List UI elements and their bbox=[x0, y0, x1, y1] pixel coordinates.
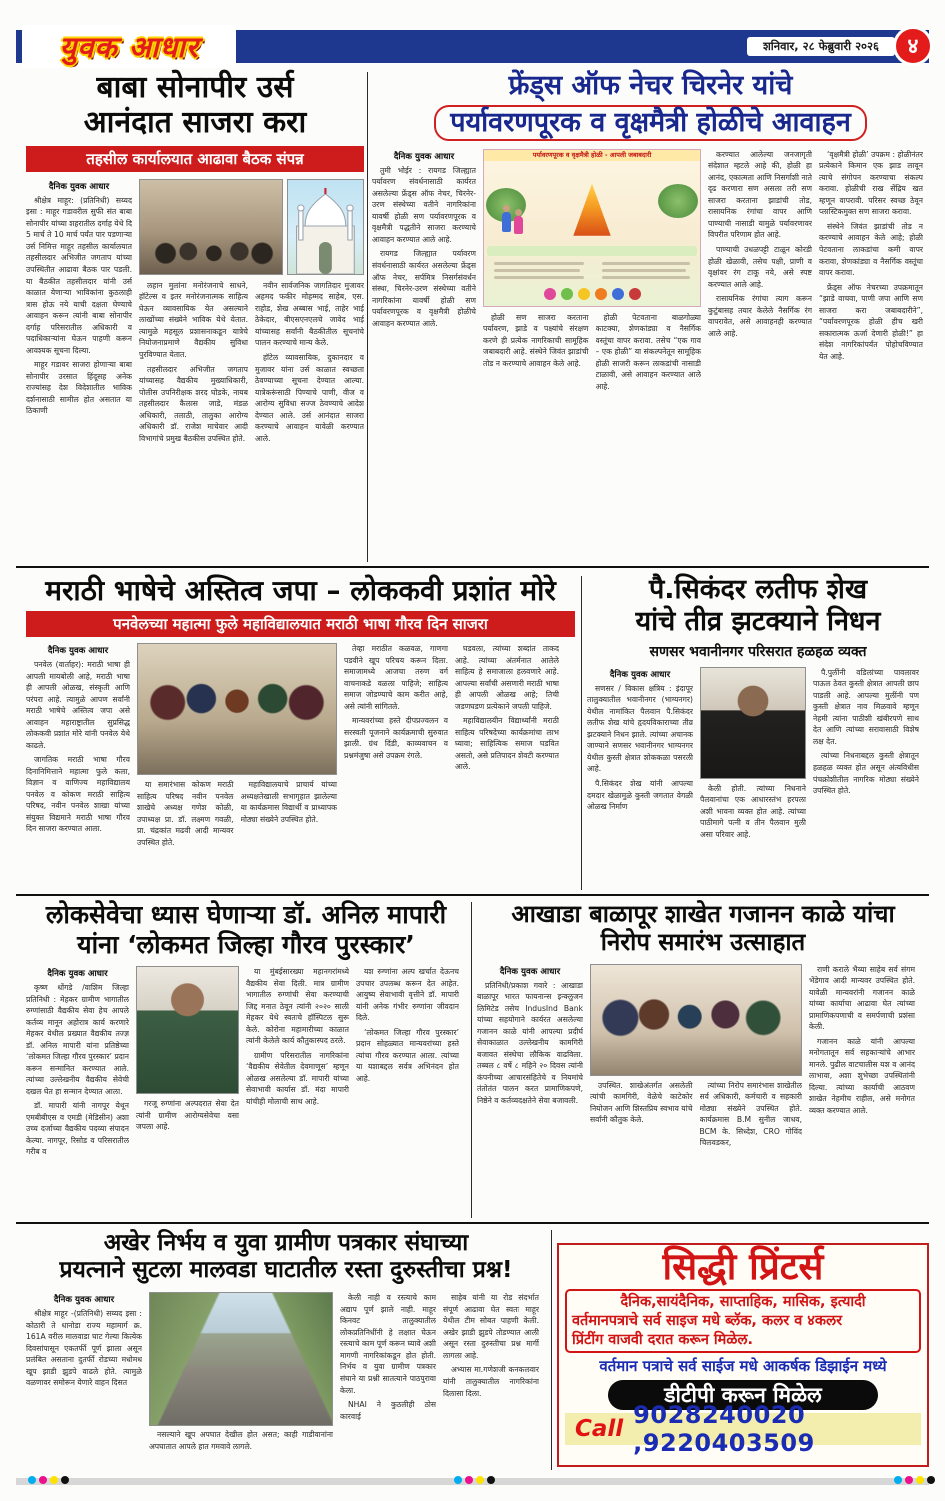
divider-horizontal-3 bbox=[16, 1222, 929, 1224]
article-marathi-byline: दैनिक युवक आधार bbox=[47, 646, 109, 657]
divider-horizontal-2 bbox=[16, 894, 929, 896]
article-holi-headline: फ्रेंड्स ऑफ नेचर चिरनेर यांचे पर्यावरणपूरक व वृक्षमैत्री होळीचे आवाहन bbox=[372, 70, 929, 141]
article-sikandar-col-1: दैनिक युवक आधार सणसर / विकास क्षत्रिय : इंदापूर तालुक्यातील भवानीनगर (भाग्यनगर) येथील नामांकित पैलवान पै.सिकंदर लतीफ शेख यांचे हृदयविकाराच्या तीव्र झटक्याने निधन झाले. त्यांच्या अचानक जाण्याने सणसर भवानीनगर भाग्यनगर येथील कुस्ती क्षेत्रात शोककळा पसरली आहे. पै.सिकंदर शेख यांनी आपल्या दमदार खेळामुळे कुस्ती जगतात वेगळी ओळख निर्माण bbox=[587, 669, 693, 812]
print-registration-strip bbox=[16, 1478, 929, 1485]
article-holi-byline: दैनिक युवक आधार bbox=[393, 151, 455, 162]
masthead-bar bbox=[16, 30, 929, 63]
poster-tree-right-icon bbox=[658, 184, 698, 218]
article-holi-col-4: करण्यात आलेल्या जनजागृती संदेशात म्हटले आहे की, होळी हा आनंद, एकात्मता आणि निसर्गाशी नाते दृढ करणारा सण असला तरी सण साजरा करताना झाडांची तोड, रासायनिक रंगांचा वापर आणि पाण्याची नासाडी यामुळे पर्यावरणावर विपरीत परिणाम होत आहे. पाण्याची उधळपट्टी टाळून कोरडी होळी खेळावी, तसेच पक्षी, प्राणी व वृक्षांवर रंग टाकू नये, असे स्पष्ट करण्यात आले आहे. रासायनिक रंगांचा त्याग करून कुटुंबासह तयार केलेले नैसर्गिक रंग वापरावेत, असे आवाहनही करण्यात आले आहे. bbox=[708, 149, 812, 338]
article-holi-col-5: ‘वृक्षमैत्री होळी’ उपक्रम : होळीनंतर प्रत्येकाने किमान एक झाड लावून त्याचे संगोपन करण्याचा संकल्प करावा. होळीची राख सेंद्रिय खत म्हणून वापरावी. परिसर स्वच्छ ठेवून प्लास्टिकमुक्त सण साजरा करावा. संस्थेने जिवंत झाडांची तोड न करण्याचे आवाहन केले आहे; होळी पेटवताना लाकडांचा कमी वापर करावा, शेणकांड्या व नैसर्गिक वस्तूंचा वापर करावा. फ्रेंड्स ऑफ नेचरच्या उपक्रमातून “झाडे वाचवा, पाणी जपा आणि सण साजरा करा जबाबदारीने”, “पर्यावरणपूरक होळी हीच खरी सकारात्मक ऊर्जा देणारी होळी!” हा संदेश नागरिकांपर्यंत पोहोचविण्यात येत आहे. bbox=[819, 149, 923, 361]
article-holi bbox=[372, 70, 929, 527]
marathi-felicitation-photo bbox=[137, 643, 337, 775]
article-marathi-col-1: दैनिक युवक आधार पनवेल (वार्ताहर): मराठी भाषा ही आपली मायबोली आहे, मराठी भाषा ही आपली ओळख, संस्कृती आणि परंपरा आहे. त्यामुळे आपण सर्वांनी मराठी भाषेचे अस्तित्व जपा असे आवाहन महाराष्ट्रातील सुप्रसिद्ध लोककवी प्रशांत मोरे यांनी पनवेल येथे काढले. जागतिक मराठी भाषा गौरव दिनानिमित्ताने महात्मा फुले कला, विज्ञान व वाणिज्य महाविद्यालय पनवेल व कोकण मराठी साहित्य परिषद, नवीन पनवेल शाखा यांच्या संयुक्त विद्यमाने मराठी भाषा गौरव दिन साजरा करण्यात आला. bbox=[26, 646, 130, 834]
sikandar-portrait-photo bbox=[700, 667, 806, 779]
ad-call-label: Call bbox=[575, 1416, 624, 1443]
article-holi-headline-boxed: पर्यावरणपूरक व वृक्षमैत्री होळीचे आवाहन bbox=[434, 105, 867, 141]
article-marathi-subhead-band: पनवेलच्या महात्मा फुले महाविद्यालयात मराठी भाषा गौरव दिन साजरा bbox=[26, 611, 575, 637]
article-mapari-col-3: या मुंबईसारख्या महानगरांमध्ये वैद्यकीय सेवा दिली. मात्र ग्रामीण भागातील रुग्णांची सेवा करण्याची जिद्द मनात ठेवून त्यांनी २०२० साली मेहकर येथे स्वतःचे हॉस्पिटल सुरू केले. कोरोना महामारीच्या काळात त्यांनी केलेले कार्य कौतुकास्पद ठरले. ग्रामीण परिसरातील नागरिकांना ‘वैद्यकीय सेवेतील देवमाणूस’ म्हणून ओळख असलेल्या डॉ. मापारी यांच्या सेवाभावी कार्यास डॉ. मंदा मापारी यांचीही मोलाची साथ आहे. bbox=[246, 967, 349, 1106]
article-gajanan-col-1: दैनिक युवक आधार प्रतिनिधी/प्रकाश गवारे : आखाडा बाळापूर भारत फायनान्स इन्क्लुजन लिमिटेड तसेच IndusInd Bank यांच्या सहयोगाने कार्यरत असलेल्या गजानन काळे यांनी आपल्या प्रदीर्घ सेवाकाळात उल्लेखनीय कामगिरी बजावत संस्थेचा लौकिक वाढविला. तब्बल ८ वर्षे ८ महिने २० दिवस त्यांनी कंपनीच्या आचारसंहितेचे व नियमांचे तंतोतंत पालन करत प्रामाणिकपणे, निष्ठेने व कर्तव्यदक्षतेने सेवा बजावली. bbox=[477, 966, 583, 1105]
mosque-illustration bbox=[287, 179, 364, 275]
article-road-headline: अखेर निर्भय व युवा ग्रामीण पत्रकार संघाच्या प्रयत्नाने सुटला मालवडा घाटातील रस्ता दुरुस्तीचा प्रश्न! bbox=[59, 1230, 513, 1284]
article-mapari-col-1: दैनिक युवक आधार कृष्ण धोंगडे /वाशिम जिल्हा प्रतिनिधी : मेहकर ग्रामीण भागातील रुग्णांसाठी वैद्यकीय सेवा हेच आपले कर्तव्य मानून अहोरात्र कार्य करणारे मेहकर येथील प्रख्यात वैद्यकीय तज्ज्ञ डॉ. अनिल मापारी यांना प्रतिष्ठेच्या ‘लोकमत जिल्हा गौरव पुरस्कार’ प्रदान करून सन्मानित करण्यात आले. त्यांच्या उल्लेखनीय वैद्यकीय सेवेची दखल घेत हा सन्मान देण्यात आला. डॉ. मापारी यांनी नागपूर येथून एमबीबीएस व एमडी (मेडिसीन) अशा उच्च दर्जाच्या वैद्यकीय पदव्या संपादन केल्या. नागपूर, रिसोड व परिसरातील गरीब व bbox=[26, 969, 129, 1157]
poster-child-figure bbox=[502, 212, 511, 232]
gajanan-farewell-photo bbox=[590, 964, 802, 1076]
article-holi-col-3: होळी पेटवताना बाळगोळ्या काटक्या, शेणकांड्या व नैसर्गिक वस्तूंचा वापर करावा. तसेच “एक गाव – एक होळी” या संकल्पनेतून सामूहिक होळी साजरी करून लाकडांची नासाडी टाळावी, असे आवाहन करण्यात आले आहे. bbox=[595, 312, 701, 391]
article-mapari-col-2: गरजू रुग्णांना अल्पदरात सेवा देत त्यांनी ग्रामीण आरोग्यसेवेचा वसा जपला आहे. bbox=[136, 1099, 239, 1132]
siddhi-printers-ad bbox=[557, 1243, 929, 1467]
article-gajanan bbox=[477, 900, 929, 1214]
article-mapari-headline: लोकसेवेचा ध्यास घेणाऱ्या डॉ. अनिल मापारी यांना ‘लोकमत जिल्हा गौरव पुरस्कार’ bbox=[45, 900, 447, 959]
article-marathi-col-5: घडवला, त्यांच्या शब्दांत ताकद आहे. त्यांच्या अंतर्मनात आलेले साहित्य हे समाजाला हलवणारे आहे. आपल्या सर्वांची असणारी मराठी भाषा ही आपली ओळख आहे; तिची जडणघडण प्रत्येकाने जपली पाहिजे. महाविद्यालयीन विद्यार्थ्यांनी मराठी साहित्य परिषदेच्या कार्यक्रमांचा लाभ घ्यावा; साहित्यिक समाज घडवित असतो, असे प्रतिपादन शेवटी करण्यात आले. bbox=[455, 644, 559, 772]
cmyk-registration-dots bbox=[894, 1476, 935, 1484]
ad-phone-numbers: 9028240020 ,9220403509 bbox=[633, 1401, 815, 1458]
poster-text-band bbox=[487, 246, 697, 256]
article-sikandar-headline: पै.सिकंदर लतीफ शेख यांचे तीव्र झटक्याने निधन bbox=[635, 574, 881, 637]
holi-awareness-poster bbox=[483, 149, 701, 307]
article-gajanan-col-2: उपस्थित. शाखेअंतर्गत असलेली त्यांची कामगिरी, वेळेचे काटेकोर नियोजन आणि शिस्तप्रिय स्वभाव यांचे सर्वांनी कौतुक केले. bbox=[590, 1080, 693, 1125]
article-sikandar-col-3: पै.पुलींनी वडिलांच्या पावलावर पाऊल ठेवत कुस्ती क्षेत्रात आपली छाप पाडली आहे. आपल्या मुलींनी पण कुस्ती क्षेत्रात नाव मिळवावे म्हणून नेहमी त्यांना पाठीशी खंबीरपणे साथ देत आणि त्यांच्या सरावासाठी विशेष लक्ष देत. त्यांच्या निधनाबद्दल कुस्ती क्षेत्रातून हळहळ व्यक्त होत असून अंत्यविधीस पंचक्रोशीतील नागरिक मोठ्या संख्येने उपस्थित होते. bbox=[813, 667, 919, 796]
divider-vertical-mid bbox=[581, 576, 582, 890]
road-ghat-photo bbox=[149, 1292, 333, 1426]
article-urs-col-3: नवीन सार्वजनिक जागतिदार मुजावर अहमद फकीर मोहम्मद साहेब, एस. राहोड, शेख अब्बास भाई, ताहेर भाई ठेकेदार, बीएसएनएलचे जावेद भाई यांच्यासह सर्वांनी बैठकीतील सूचनांचे पालन करण्याचे मान्य केले. हॉटेल व्यावसायिक, दुकानदार व मुजावर यांना उर्स काळात स्वच्छता ठेवण्याच्या सूचना देण्यात आल्या. यात्रेकरूंसाठी पिण्याचे पाणी, वीज व आरोग्य सुविधा सज्ज ठेवण्याचे आदेश देण्यात आले. उर्स आनंदात साजरा करण्याचे आवाहन यावेळी करण्यात आले. bbox=[255, 280, 364, 443]
ad-line-1: दैनिक,सायंदैनिक, साप्ताहिक, मासिक, इत्यादी bbox=[620, 1293, 866, 1310]
ad-services-box bbox=[565, 1289, 921, 1354]
edition-date: शनिवार, २८ फेब्रुवारी २०२६ bbox=[747, 37, 895, 56]
ad-title: सिद्धी प्रिंटर्स bbox=[662, 1245, 824, 1288]
article-marathi-headline: मराठी भाषेचे अस्तित्व जपा – लोककवी प्रशांत मोरे bbox=[45, 574, 556, 607]
poster-bonfire-icon bbox=[566, 184, 618, 236]
urs-meeting-photo bbox=[139, 179, 283, 275]
cmyk-registration-dots bbox=[28, 1476, 69, 1484]
article-mapari-col-4: यश रुग्णांना अल्प खर्चात देऊनच उपचार उपलब्ध करून देत आहेत. आयुष्य सेवाभावी वृत्तीने डॉ. मापारी यांनी अनेक गंभीर रुग्णांना जीवदान दिले. ‘लोकमत जिल्हा गौरव पुरस्कार’ प्रदान सोहळ्यात मान्यवरांच्या हस्ते त्यांचा गौरव करण्यात आला. त्यांच्या या यशाबद्दल सर्वत्र अभिनंदन होत आहे. bbox=[356, 967, 459, 1083]
divider-vertical-bottom bbox=[551, 1230, 552, 1470]
article-holi-col-2: होळी सण साजरा करताना पर्यावरण, झाडे व पक्ष्यांचे संरक्षण करणे ही प्रत्येक नागरिकाची सामूहिक जबाबदारी आहे. संस्थेने जिवंत झाडांची तोड न करण्याचे आवाहन केले आहे. bbox=[483, 312, 589, 368]
cmyk-registration-dots bbox=[454, 1476, 495, 1484]
article-gajanan-col-3: त्यांच्या निरोप समारंभास शाखेतील सर्व अधिकारी, कर्मचारी व सहकारी मोठ्या संख्येने उपस्थित होते. कार्यक्रमास B.M सुनील जाधव, BCM के. सिध्देश, CRO गोविंद चिलवडकर, bbox=[699, 1080, 802, 1148]
article-road-byline: दैनिक युवक आधार bbox=[53, 1295, 115, 1306]
article-urs-headline: बाबा सोनापीर उर्स आनंदात साजरा करा bbox=[83, 70, 307, 141]
mapari-doctor-photo bbox=[136, 966, 239, 1094]
article-sikandar-col-2: केली होती. त्यांच्या निधनाने पैलवानांचा एक आधारस्तंभ हरपला अशी भावना व्यक्त होत आहे. त्यांच्या पाठीमागे पत्नी व तीन पैलवान मुली असा परिवार आहे. bbox=[700, 783, 806, 839]
article-sikandar-byline: दैनिक युवक आधार bbox=[609, 669, 671, 680]
article-marathi-col-3: महाविद्यालयाचे प्राचार्य यांच्या अध्यक्षतेखाली सभागृहात झालेल्या या कार्यक्रमास विद्यार्थी व प्राध्यापक मोठ्या संख्येने उपस्थित होते. bbox=[240, 780, 337, 824]
divider-vertical-lower bbox=[471, 902, 472, 1218]
article-gajanan-col-4: राणी कराले भैय्या साहेब सर्व संगम भेंडेगाव आदी मान्यवर उपस्थित होते. यावेळी मान्यवरांनी गजानन काळे यांच्या कार्याचा आढावा घेत त्यांच्या प्रामाणिकपणाची व समर्पणाची प्रशंसा केली. गजानन काळे यांनी आपल्या मनोगतातून सर्व सहकाऱ्यांचे आभार मानले. पुढील वाटचालीस यश व आनंद लाभावा, अशा शुभेच्छा उपस्थितांनी दिल्या. त्यांच्या कार्याची आठवण शाखेत नेहमीच राहील, असे मनोगत व्यक्त करण्यात आले. bbox=[809, 964, 915, 1115]
article-urs bbox=[26, 70, 364, 547]
poster-child-figure bbox=[514, 216, 523, 234]
article-mapari bbox=[26, 900, 466, 1214]
divider-horizontal-1 bbox=[16, 566, 929, 568]
divider-vertical-top bbox=[367, 72, 368, 562]
article-road bbox=[26, 1230, 546, 1464]
article-marathi bbox=[26, 574, 575, 873]
article-sikandar-subhead: सणसर भवानीनगर परिसरात हळहळ व्यक्त bbox=[649, 643, 867, 660]
article-marathi-col-4: तेव्हा मराठीत कळवळ, गाणगा पडवीने खूप परिचय करून दिला. समाजामध्ये आजचा तरुण वर्ग वाचनाकडे वळला पाहिजे; साहित्य समाज जोडण्याचे काम करीत आहे, असे त्यांनी सांगितले. मान्यवरांच्या हस्ते दीपप्रज्वलन व सरस्वती पूजनाने कार्यक्रमाची सुरुवात झाली. ग्रंथ दिंडी, काव्यवाचन व प्रश्नमंजुषा असे उपक्रम रंगले. bbox=[344, 644, 448, 760]
newspaper-logo bbox=[22, 25, 236, 68]
ad-line-4: वर्तमान पत्राचे सर्व साईज मधे आकर्षक डिझाईन मध्ये bbox=[599, 1357, 887, 1376]
holi-poster-title: पर्यावरणपूरक व वृक्षमैत्री होळी - आपली जबाबदारी bbox=[484, 150, 700, 162]
page-number-badge: ४ bbox=[893, 26, 933, 66]
article-road-col-3: केली नाही व रस्त्याचे काम अद्याप पूर्ण झाले नाही. माहूर किनवट तालुक्यातील लोकप्रतिनिधींनी हे लक्षात घेऊन रस्त्याचे काम पूर्ण करून घ्यावे अशी मागणी नागरिकांकडून होत होती. निर्भय व युवा ग्रामीण पत्रकार संघाने या प्रश्नी सातत्याने पाठपुरावा केला. NHAI ने कुठलीही ठोस कारवाई bbox=[340, 1293, 436, 1421]
article-road-col-4: साहेब यांनी या रोड संदर्भात संपूर्ण आढावा घेत स्वतः माहूर येथील टीम सोबत पाहणी केली. अखेर झाडी झुडपे तोडण्यात आली असून रस्ता दुरुस्तीचा प्रश्न मार्गी लागला आहे. अभ्यास मा.गणेशजी कनकलवार यांनी तालुक्यातील नागरिकांना दिलासा दिला. bbox=[443, 1293, 539, 1398]
ad-dtp-pill: डीटीपी करून मिळेल bbox=[608, 1380, 878, 1410]
article-mapari-byline: दैनिक युवक आधार bbox=[47, 969, 108, 979]
mosque-icon bbox=[288, 180, 363, 274]
article-marathi-col-2: या समारंभास कोकण मराठी साहित्य परिषद नवीन पनवेल शाखेचे अध्यक्ष गणेश कोळी, उपाध्यक्ष प्रा. डॉ. लक्ष्मण गवळी, प्रा. चंद्रकांत मढवी आदी मान्यवर उपस्थित होते. bbox=[137, 780, 234, 847]
article-road-col-2: नसल्याने खूप अपघात देखील होत असत; काही गाडीवानांना अपघातात आपले हात गमवावे लागले. bbox=[149, 1430, 333, 1451]
poster-color-bowls bbox=[492, 288, 692, 300]
article-gajanan-headline: आखाडा बाळापूर शाखेत गजानन काळे यांचा निरोप समारंभ उत्साहात bbox=[511, 900, 895, 957]
article-urs-col-2: लहान मुलांना मनोरंजनाचे साधने, हॉटेल्स व इतर मनोरंजनात्मक साहित्य घेऊन व्यावसायिक येत असल्याने लाखोंच्या संख्येने भाविक येथे येतात. त्यामुळे महसूल प्रशासनाकडून यात्रेचे नियोजनाप्रमाणे वैद्यकीय सुविधा पुरविण्यात येतात. तहसीलदार अभिजीत जगताप यांच्यासह वैद्यकीय मुख्याधिकारी, पोलीस उपनिरीक्षक शरद घोडके, नायब तहसीलदार कैलास जाडे, मंडळ अधिकारी, तलाठी, तालुका आरोग्य अधिकारी डॉ. राजेश माचेवार आदी विभागांचे प्रमुख बैठकीस उपस्थित होते. bbox=[139, 280, 248, 443]
article-gajanan-byline: दैनिक युवक आधार bbox=[499, 966, 561, 977]
article-holi-col-1: दैनिक युवक आधार तुमी भोईर : रायगड जिल्ह्यात पर्यावरण संवर्धनासाठी कार्यरत असलेल्या फ्रेंड्स ऑफ नेचर, चिरनेर-उरण संस्थेच्या वतीने नागरिकांना यावर्षी होळी सण पर्यावरणपूरक व वृक्षमैत्री पद्धतीने साजरा करण्याचे आवाहन करण्यात आले आहे. रायगड जिल्ह्यात पर्यावरण संवर्धनासाठी कार्यरत असलेल्या फ्रेंड्स ऑफ नेचर, सर्पमित्र निसर्गसंवर्धन संस्था, चिरनेर-उरण संस्थेच्या वतीने नागरिकांना यावर्षी होळी सण पर्यावरणपूरक व वृक्षमैत्री होळीचे आवाहन करण्यात आले. bbox=[372, 151, 476, 328]
newspaper-logo-text: युवक आधार bbox=[59, 30, 199, 64]
article-urs-byline: दैनिक युवक आधार bbox=[48, 181, 110, 192]
article-sikandar bbox=[587, 574, 929, 873]
article-urs-col-1: दैनिक युवक आधार श्रीक्षेत्र माहूर: (प्रतिनिधी) सय्यद इसा : माहूर गडावरील सुफी संत बाबा सोनापीर यांच्या शहरातील दर्गाह येथे दि 5 मार्च ते 10 मार्च पर्यंत पार पडणाऱ्या उर्स निमित्त माहूर तहसील कार्यालयात तहसीलदार अभिजीत जगताप यांच्या उपस्थितीत आढावा बैठक पार पडली. या बैठकीत तहसीलदार यांनी उर्स काळात येणाऱ्या भाविकांना कुठलाही त्रास होऊ नये याची दक्षता घेण्याचे आवाहन करून त्यांनी बाबा सोनापीर दर्गाह परिसरातील अधिकारी व पदाधिकाऱ्यांना घेऊन पाहणी करून आवश्यक सूचना दिल्या. माहूर गडावर साजरा होणाऱ्या बाबा सोनापीर उरसात हिंदूसह अनेक राज्यांसह देश विदेशातील भाविक दर्शनासाठी सामील होत असतात या ठिकाणी bbox=[26, 181, 132, 416]
article-road-col-1: दैनिक युवक आधार श्रीक्षेत्र माहूर -(प्रतिनिधी) सय्यद इसा : कोठारी ते धानोडा राज्य महामार्ग क्र. 161A वरील मालवाडा घाट गेल्या कित्येक दिवसांपासून एकतर्फी पूर्ण झाला असून प्रलंबित असताना दुतर्फी रोडच्या मधोमध खूप झाडी झुडपे वाढले होते. त्यामुळे वळणावर समोरून येणारे वाहन दिसत bbox=[26, 1295, 142, 1388]
ad-line-3: प्रिंटींग वाजवी दरात करून मिळेल. bbox=[572, 1331, 754, 1348]
ad-line-2: वर्तमानपत्राचे सर्व साइज मधे ब्लॅक, कलर व ४कलर bbox=[572, 1312, 843, 1329]
ad-call-row bbox=[565, 1401, 921, 1458]
article-urs-subhead-band: तहसील कार्यालयात आढावा बैठक संपन्न bbox=[26, 146, 364, 172]
